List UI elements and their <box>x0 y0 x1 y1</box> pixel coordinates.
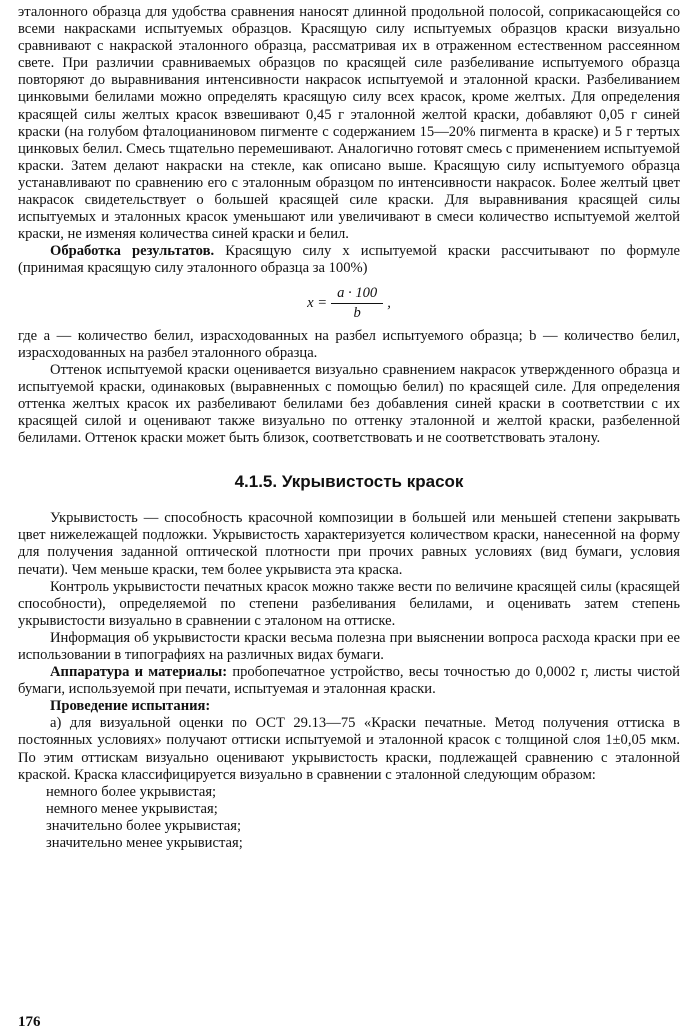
results-label: Обработка результатов. <box>50 243 215 260</box>
formula-denominator: b <box>353 305 361 321</box>
paragraph-results <box>18 243 680 277</box>
paragraph-hiding-power-info: Информация об укрывистости краски весьма полезна при выяснении вопроса расхода краски при ее использовании в типографиях на различных видах бумаги. <box>18 629 680 663</box>
document-page <box>18 4 680 1032</box>
formula-lhs: x = <box>307 294 328 311</box>
paragraph-procedure-a: а) для визуальной оценки по ОСТ 29.13—75 «Краски печатные. Метод получения оттиска в постоянных условиях» получают оттиски испытуемой и эталонной красок с толщиной слоя 1±0,05 мкм. По этим оттискам визуально оценивают укрывистость краски, подлежащей сравнению с эталонной краской. Краска классифицируется визуально в сравнении с эталонной следующим образом: <box>18 715 680 783</box>
paragraph-hiding-power-definition: Укрывистость — способность красочной композиции в большей или меньшей степени закрывать цвет нижележащей подложки. Укрывистость характеризуется количеством краски, нанесенной на форму для получения заданной оптической плотности при прочих равных условиях (вид бумаги, условия печати). Чем меньше краски, тем более укрывиста эта краска. <box>18 510 680 578</box>
results-text: Красящую силу x испытуемой краски рассчитывают по формуле (принимая красящую силу эталонного образца за 100%) <box>18 243 681 277</box>
list-item: значительно более укрывистая; <box>46 817 242 834</box>
paragraph-procedure-label <box>18 698 680 715</box>
paragraph-color-strength: эталонного образца для удобства сравнения наносят длинной продольной полосой, соприкасающейся со всеми накрасками испытуемых образцов. Красящую силу испытуемых образцов краски визуально сравнивают с накраской эталонного образца, рассматривая их в отраженном естественном рассеянном свете. При различии сравниваемых образцов по красящей силе разбеливание испытуемого образца повторяют до выравнивания интенсивности накрасок испытуемой и эталонной краски. Разбеливанием цинковыми белилами можно определять красящую силу всех красок, кроме желтых. Для определения красящей силы желтых красок взвешивают 0,45 г эталонной желтой краски, добавляют 0,05 г синей краски (на голубом фталоцианиновом пигменте с содержанием 15—20% пигмента в краске) и 5 г тертых цинковых белил. Смесь тщательно перемешивают. Аналогично готовят смесь с применением испытуемой краски. Затем делают накраски на стекле, как описано выше. Красящую силу испытуемого образца устанавливают по сравнению его с эталонным образцом по интенсивности накрасок. Более желтый цвет накрасок свидетельствует о большей красящей силе краски. Для выравнивания красящей силы испытуемых и эталонных красок уменьшают или увеличивают в смеси количество испытуемой желтой краски, не изменяя количества синей краски и белил. <box>18 4 680 243</box>
section-heading: 4.1.5. Укрывистость красок <box>234 472 464 492</box>
paragraph-hiding-power-control: Контроль укрывистости печатных красок можно также вести по величине красящей силы (красящей способности), определяемой по степени разбеливания белилами, и оценивать затем степень укрывистости визуально в сравнении с эталоном на оттиске. <box>18 578 680 629</box>
formula-tail: , <box>387 294 391 311</box>
classification-list <box>18 784 680 852</box>
formula <box>18 284 680 324</box>
apparatus-label: Аппаратура и материалы: <box>50 664 228 681</box>
paragraph-shade: Оттенок испытуемой краски оценивается визуально сравнением накрасок утвержденного образца и испытуемой краски, одинаковых (выравненных с помощью белил) по красящей силе. Для определения оттенка желтых красок их разбеливают белилами без добавления синей краски в соответствии с их красящей силой и оценивают также визуально по оттенку эталонной и желтой краски, разбеленной белилами. Оттенок краски может быть близок, соответствовать и не соответствовать эталону. <box>18 361 680 447</box>
list-item: немного менее укрывистая; <box>46 800 218 817</box>
paragraph-formula-legend: где a — количество белил, израсходованных на разбел испытуемого образца; b — количество белил, израсходованных на разбел эталонного образца. <box>18 327 680 361</box>
apparatus-text: пробопечатное устройство, весы точностью до 0,0002 г, листы чистой бумаги, используемой при печати, испытуемая и эталонная краски. <box>18 664 680 698</box>
page-number: 176 <box>18 1014 41 1030</box>
formula-numerator: a · 100 <box>331 285 383 304</box>
procedure-label: Проведение испытания: <box>50 698 211 715</box>
paragraph-apparatus <box>18 664 680 698</box>
list-item: значительно менее укрывистая; <box>46 835 243 852</box>
list-item: немного более укрывистая; <box>46 783 217 800</box>
formula-fraction <box>331 285 383 322</box>
